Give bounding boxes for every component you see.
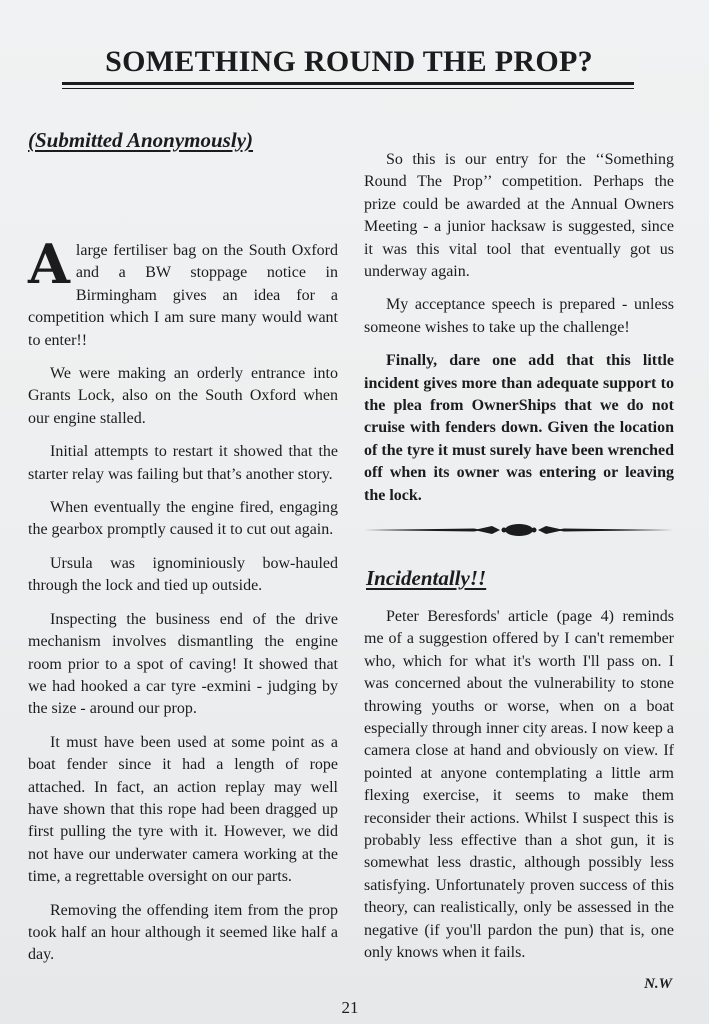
right-column-top — [364, 149, 674, 518]
drop-cap: A — [28, 232, 70, 296]
article-paragraph-5: Ursula was ignominiously bow-hauled through the lock and tied up outside. — [28, 554, 338, 595]
article-paragraph-7: It must have been used at some point as a boat fender since it had a length of rope attached. In fact, an action replay may well have shown that this rope had been dragged up first pulling the tyre with it. However, we did not have our underwater camera working at the time, a regrettable oversight on our parts. — [28, 733, 338, 886]
title-rule-thin — [62, 88, 634, 89]
article-paragraph-3: Initial attempts to restart it showed that the starter relay was failing but that’s another story. — [28, 443, 338, 483]
page-number: 21 — [341, 998, 359, 1017]
paragraph-text: large fertiliser bag on the South Oxford and a BW stoppage notice in Birmingham gives an idea for a competition which I am sure many would want to enter!! — [28, 242, 338, 349]
divider-flourish-icon — [364, 519, 674, 541]
article-bold-paragraph: Finally, dare one add that this little incident gives more than adequate support to the plea from OwnerShips that we do not cruise with fenders down. Given the location of the tyre it must surely have been wrenched off when its owner was entering or leaving the lock. — [364, 352, 674, 504]
article-paragraph-6: Inspecting the business end of the drive mechanism involves dismantling the engine room prior to a spot of caving! It showed that we had hooked a car tyre -exmini - judging by the size - around our prop. — [28, 610, 338, 718]
author-signature: N.W — [644, 976, 672, 992]
article-byline: (Submitted Anonymously) — [28, 128, 254, 152]
article-paragraph-8: Removing the offending item from the prop took half an hour although it seemed like half a day. — [28, 901, 338, 964]
left-column — [28, 232, 338, 978]
incidentally-heading: Incidentally!! — [366, 566, 487, 590]
incidentally-paragraph: Peter Beresfords' article (page 4) reminds me of a suggestion offered by I can't remember who, which for what it's worth I'll pass on. I was concerned about the vulnerability to stone throwing youths or worse, when on a boat especially through inner city areas. I now keep a camera close at hand and obviously on view. If pointed at anyone contemplating a little arm flexing exercise, it seems to make them reconsider their actions. Whilst I suspect this is probably less effective than a shot gun, it is somewhat less drastic, although possibly less satisfying. Unfortunately proven success of this theory, can realistically, only be assessed in the negative (if you'll pardon the pun) that is, one only knows when it fails. — [364, 608, 674, 962]
article-paragraph-1 — [28, 232, 338, 352]
article-paragraph-2: We were making an orderly entrance into Grants Lock, also on the South Oxford when our engine stalled. — [28, 365, 338, 427]
right-column-bottom — [364, 606, 674, 976]
title-rule-thick — [62, 82, 634, 85]
article-paragraph-10: My acceptance speech is prepared - unless someone wishes to take up the challenge! — [364, 296, 674, 336]
article-paragraph-9: So this is our entry for the ‘‘Something Round The Prop’’ competition. Perhaps the prize could be awarded at the Annual Owners Meeting - a junior hacksaw is suggested, since it was this vital tool that eventually got us underway again. — [364, 151, 674, 281]
page-title: SOMETHING ROUND THE PROP? — [105, 45, 593, 78]
article-paragraph-4: When eventually the engine fired, engaging the gearbox promptly caused it to cut out again. — [28, 499, 338, 539]
